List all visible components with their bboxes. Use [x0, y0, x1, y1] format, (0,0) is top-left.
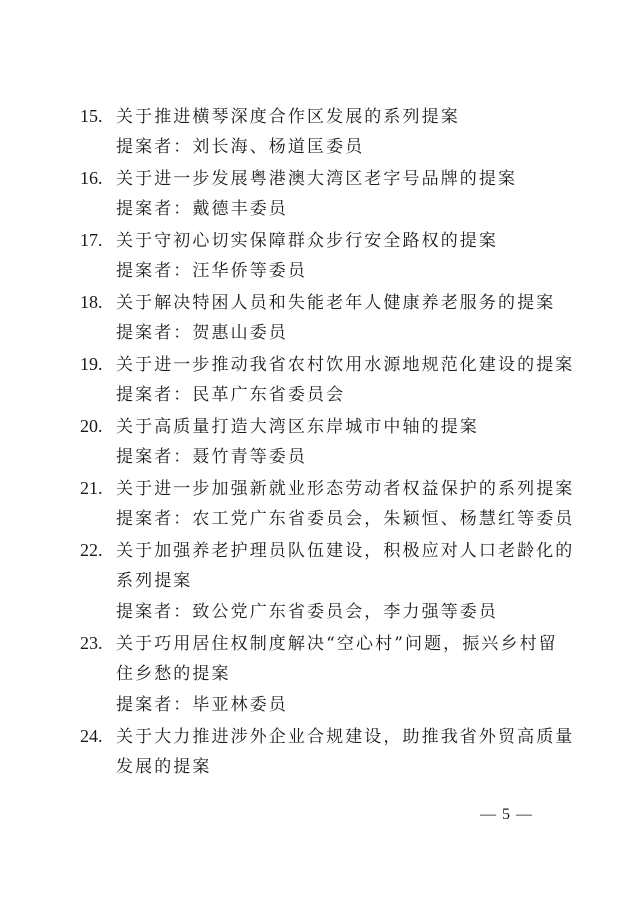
- proposal-number: 17.: [80, 230, 103, 250]
- proposal-title-line: [80, 287, 580, 318]
- proposal-proposer: 提案者：民革广东省委员会: [116, 385, 346, 405]
- proposal-list: [80, 101, 580, 783]
- proposal-item: [80, 473, 580, 535]
- proposal-number: 22.: [80, 540, 103, 560]
- proposal-proposer: 提案者：农工党广东省委员会，朱颖恒、杨慧红等委员: [116, 509, 575, 529]
- proposal-number: 23.: [80, 633, 103, 653]
- proposal-proposer: 提案者：贺惠山委员: [116, 323, 288, 343]
- proposal-title-line: [80, 535, 580, 566]
- proposal-title: 关于推进横琴深度合作区发展的系列提案: [116, 107, 460, 127]
- proposal-title-continuation: 系列提案: [116, 571, 193, 591]
- proposal-proposer: 提案者：致公党广东省委员会，李力强等委员: [116, 602, 498, 622]
- proposal-proposer: 提案者：戴德丰委员: [116, 199, 288, 219]
- proposal-item: [80, 535, 580, 628]
- proposal-title: 关于守初心切实保障群众步行安全路权的提案: [116, 231, 498, 251]
- proposal-title-line: [80, 411, 580, 442]
- proposal-title: 关于解决特困人员和失能老年人健康养老服务的提案: [116, 293, 556, 313]
- proposal-title-line: [80, 473, 580, 504]
- proposal-item: [80, 628, 580, 721]
- proposal-item: [80, 721, 580, 783]
- proposal-title-line: [80, 349, 580, 380]
- proposal-title-line: [80, 163, 580, 194]
- proposal-proposer: 提案者：刘长海、杨道匡委员: [116, 137, 365, 157]
- proposal-proposer: 提案者：汪华侨等委员: [116, 261, 307, 281]
- proposal-number: 16.: [80, 168, 103, 188]
- proposal-title: 关于进一步加强新就业形态劳动者权益保护的系列提案: [116, 479, 575, 499]
- proposal-proposer: 提案者：聂竹青等委员: [116, 447, 307, 467]
- proposal-number: 20.: [80, 416, 103, 436]
- proposal-title-line: [80, 225, 580, 256]
- proposal-number: 19.: [80, 354, 103, 374]
- proposal-title: 关于进一步发展粤港澳大湾区老字号品牌的提案: [116, 169, 518, 189]
- proposal-title: 关于进一步推动我省农村饮用水源地规范化建设的提案: [116, 355, 575, 375]
- proposal-title: 关于巧用居住权制度解决“空心村”问题，振兴乡村留: [116, 634, 558, 654]
- proposal-proposer: 提案者：毕亚林委员: [116, 695, 288, 715]
- proposal-number: 18.: [80, 292, 103, 312]
- proposal-title-continuation: 住乡愁的提案: [116, 664, 231, 684]
- proposal-title-line: [80, 101, 580, 132]
- proposal-item: [80, 163, 580, 225]
- proposal-title-line: [80, 628, 580, 659]
- proposal-item: [80, 287, 580, 349]
- proposal-item: [80, 349, 580, 411]
- proposal-item: [80, 225, 580, 287]
- proposal-title-line: [80, 721, 580, 752]
- proposal-title: 关于加强养老护理员队伍建设，积极应对人口老龄化的: [116, 541, 575, 561]
- proposal-title: 关于高质量打造大湾区东岸城市中轴的提案: [116, 417, 479, 437]
- proposal-number: 24.: [80, 726, 103, 746]
- proposal-title: 关于大力推进涉外企业合规建设，助推我省外贸高质量: [116, 727, 575, 747]
- proposal-number: 21.: [80, 478, 103, 498]
- proposal-item: [80, 101, 580, 163]
- page-number: — 5 —: [480, 806, 533, 823]
- proposal-title-continuation: 发展的提案: [116, 757, 212, 777]
- proposal-number: 15.: [80, 106, 103, 126]
- proposal-item: [80, 411, 580, 473]
